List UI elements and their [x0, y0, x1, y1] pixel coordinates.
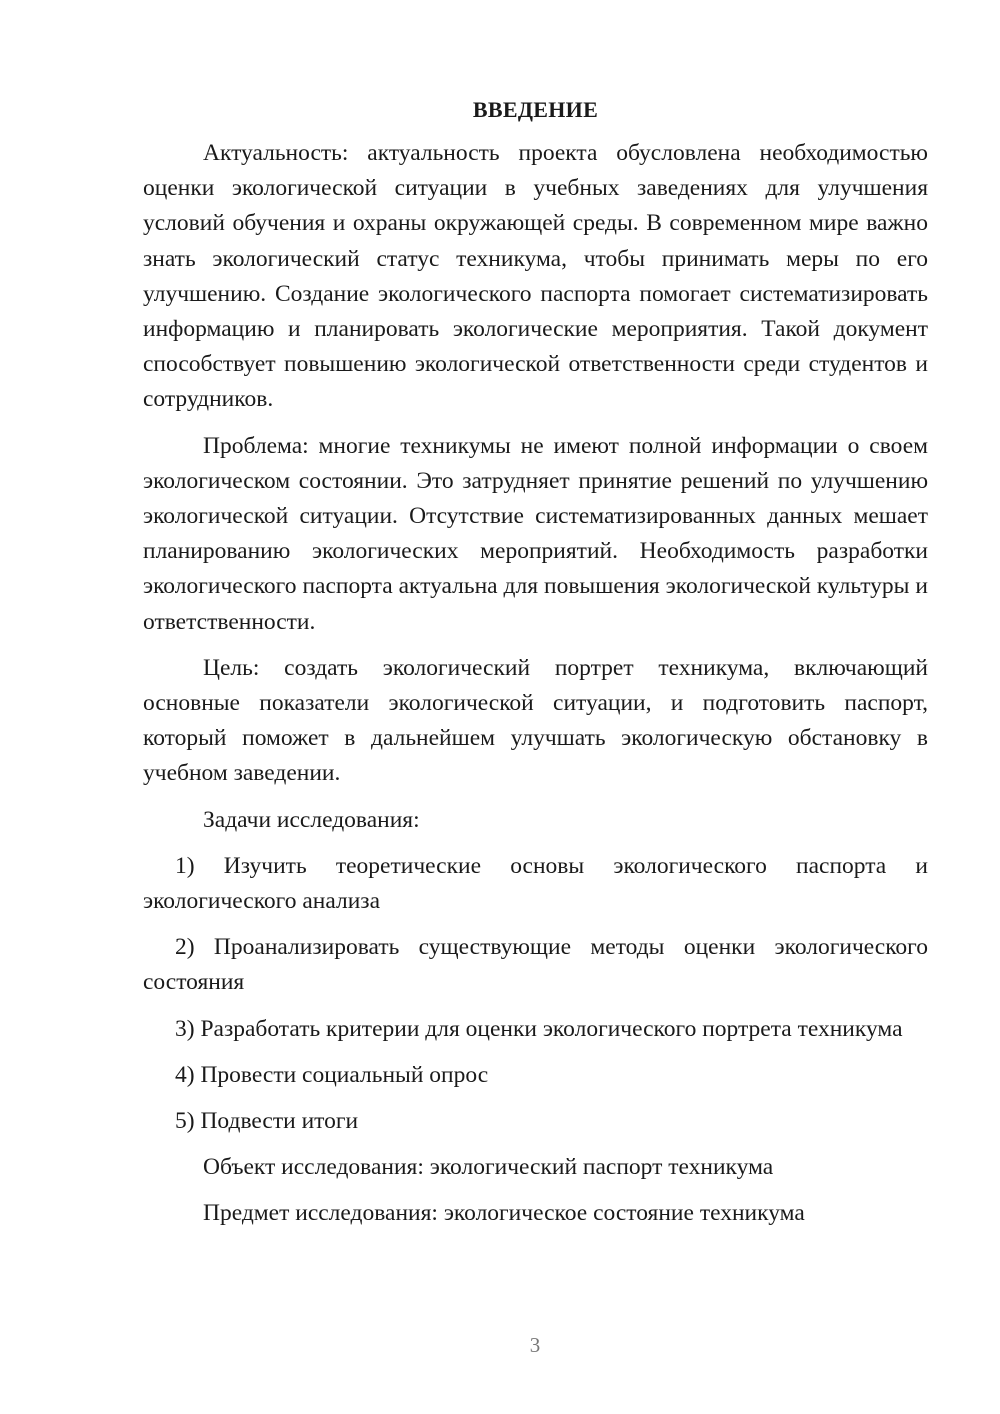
list-item: 4) Провести социальный опрос [175, 1061, 489, 1088]
list-item: 2) Проанализировать существующие методы оценки экологического состояния [143, 934, 928, 996]
list-item: 1) Изучить теоретические основы экологического паспорта и экологического анализа [143, 852, 928, 915]
paragraph-problem: Проблема: многие техникумы не имеют полной информации о своем экологическом состоянии. Это затрудняет принятие решений по улучшению экологической ситуации. Отсутствие систематизированных данных мешает планированию экологических мероприятий. Необходимость разработки экологического паспорта актуальна для повышения экологической культуры и ответственности. [143, 432, 928, 635]
tasks-heading: Задачи исследования: [203, 806, 420, 833]
paragraph-goal: Цель: создать экологический портрет техникума, включающий основные показатели экологической ситуации, и подготовить паспорт, который поможет в дальнейшем улучшать экологическую обстановку в учебном заведении. [143, 654, 928, 787]
research-subject: Предмет исследования: экологическое состояние техникума [203, 1200, 805, 1227]
paragraph-relevance: Актуальность: актуальность проекта обусловлена необходимостью оценки экологической ситуации в учебных заведениях для улучшения условий обучения и охраны окружающей среды. В современном мире важно знать экологический статус техникума, чтобы принимать меры по его улучшению. Создание экологического паспорта помогает систематизировать информацию и планировать экологические мероприятия. Такой документ способствует повышению экологической ответственности среди студентов и сотрудников. [143, 140, 928, 413]
research-object: Объект исследования: экологический паспорт техникума [203, 1154, 774, 1181]
page-title: ВВЕДЕНИЕ [472, 97, 599, 122]
page-content [143, 95, 928, 1243]
list-item: 3) Разработать критерии для оценки экологического портрета техникума [175, 1015, 903, 1042]
tasks-list [143, 849, 928, 1139]
page-number: 3 [529, 1333, 541, 1357]
list-item: 5) Подвести итоги [175, 1108, 359, 1135]
